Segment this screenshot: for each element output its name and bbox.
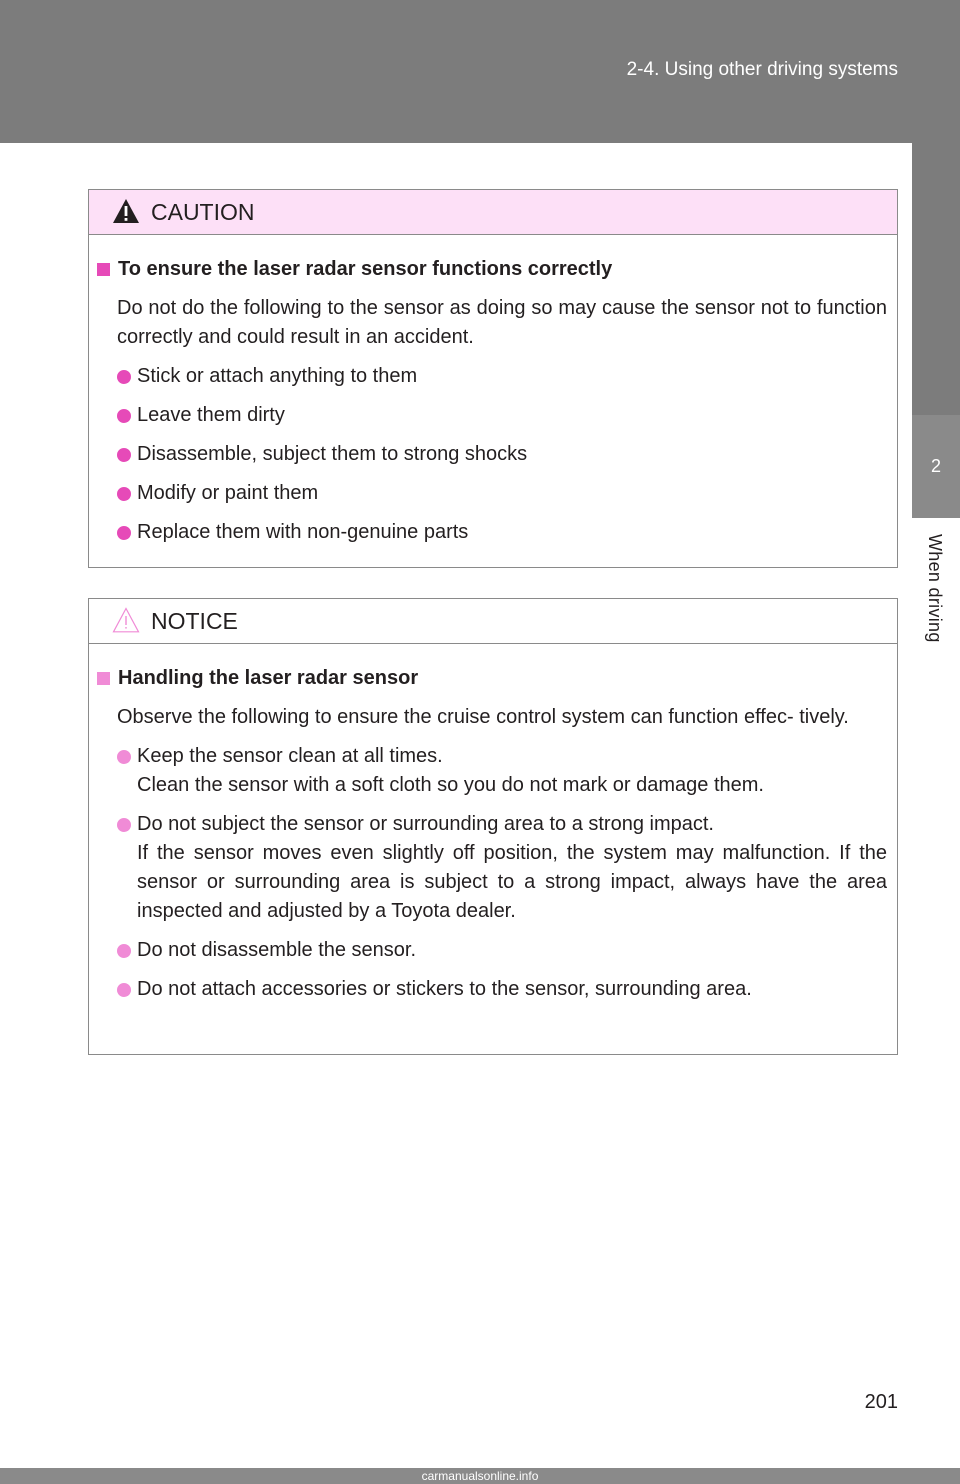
notice-subheading: [97, 664, 887, 693]
notice-header: [89, 599, 897, 644]
caution-subheading: [97, 255, 887, 284]
caution-body: [89, 235, 897, 547]
caution-title: CAUTION: [151, 199, 255, 225]
circle-bullet-icon: [117, 983, 131, 997]
caution-header: [89, 190, 897, 235]
list-item: [117, 479, 887, 508]
notice-paragraph: Observe the following to ensure the cruise control system can function effec- tively.: [117, 706, 849, 728]
chapter-number: 2: [930, 456, 941, 476]
circle-bullet-icon: [117, 750, 131, 764]
list-item-line: If the sensor moves even slightly off position, the system may malfunction. If the sensor or surrounding area is subject to a strong impact, always have the area inspected and adjusted by a Toyota dealer.: [137, 842, 887, 922]
side-tab-band: [912, 143, 960, 415]
chapter-number-tab[interactable]: [912, 415, 960, 518]
notice-box: [88, 598, 898, 1055]
list-item-line: Clean the sensor with a soft cloth so you do not mark or damage them.: [137, 774, 764, 796]
watermark-text: carmanualsonline.info: [421, 1469, 539, 1483]
list-item: [117, 936, 887, 965]
circle-bullet-icon: [117, 409, 131, 423]
list-item-text: [137, 810, 887, 926]
list-item-text: Stick or attach anything to them: [137, 365, 418, 387]
circle-bullet-icon: [117, 487, 131, 501]
circle-bullet-icon: [117, 818, 131, 832]
list-item-line: Keep the sensor clean at all times.: [137, 745, 443, 767]
page-header: [0, 0, 960, 143]
list-item-text: Replace them with non-genuine parts: [137, 521, 469, 543]
circle-bullet-icon: [117, 526, 131, 540]
list-item-text: Leave them dirty: [137, 404, 285, 426]
list-item: [117, 401, 887, 430]
list-item-text: Do not disassemble the sensor.: [137, 939, 417, 961]
caution-subheading-text: To ensure the laser radar sensor functions correctly: [118, 258, 613, 280]
chapter-label: When driving: [925, 534, 945, 643]
list-item-text: Modify or paint them: [137, 482, 319, 504]
list-item-text: Disassemble, subject them to strong shocks: [137, 443, 528, 465]
notice-title: NOTICE: [151, 608, 238, 634]
notice-subheading-text: Handling the laser radar sensor: [118, 667, 419, 689]
square-bullet-icon: [97, 263, 110, 276]
list-item: [117, 810, 887, 926]
list-item-text: [137, 742, 887, 800]
list-item: [117, 362, 887, 391]
caution-paragraph: Do not do the following to the sensor as doing so may cause the sensor not to function correctly and could result in an accident.: [117, 297, 887, 348]
page-number: 201: [864, 1391, 898, 1413]
list-item: [117, 440, 887, 469]
section-title: 2-4. Using other driving systems: [626, 59, 898, 80]
caution-warning-icon: [112, 198, 140, 224]
circle-bullet-icon: [117, 370, 131, 384]
chapter-label-tab: [912, 518, 960, 1468]
list-item: [117, 742, 887, 800]
list-item: [117, 975, 887, 1004]
caution-box: [88, 189, 898, 568]
watermark-band: [0, 1468, 960, 1484]
list-item-text: Do not attach accessories or stickers to the sensor, surrounding area.: [137, 978, 752, 1000]
list-item-line: Do not subject the sensor or surrounding area to a strong impact.: [137, 813, 714, 835]
circle-bullet-icon: [117, 944, 131, 958]
circle-bullet-icon: [117, 448, 131, 462]
list-item: [117, 518, 887, 547]
notice-warning-icon: [112, 607, 140, 633]
notice-body: [89, 644, 897, 1004]
square-bullet-icon: [97, 672, 110, 685]
